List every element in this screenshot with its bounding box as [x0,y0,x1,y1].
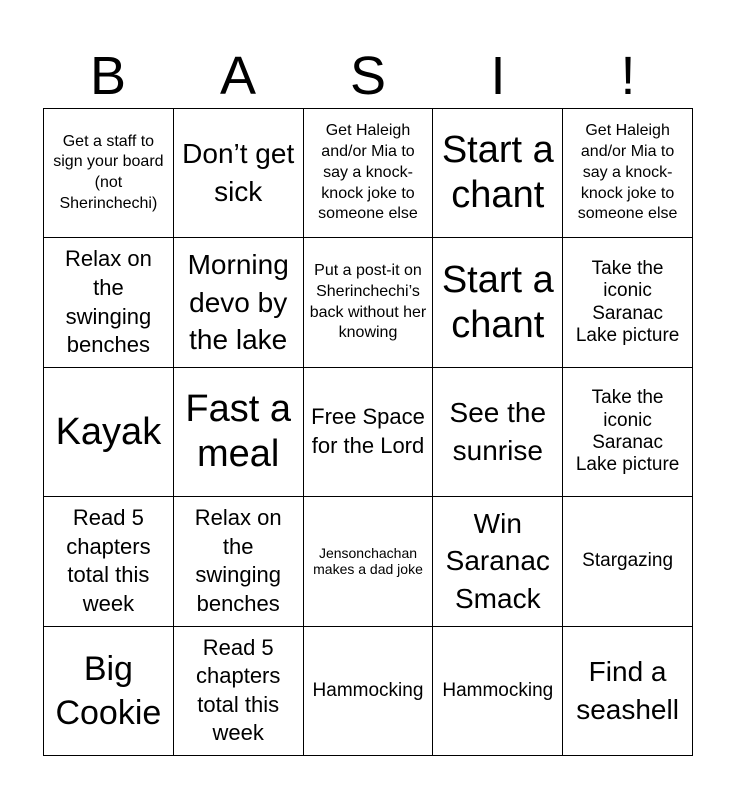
bingo-cell[interactable]: Big Cookie [44,627,174,756]
bingo-cell[interactable]: Hammocking [433,627,563,756]
bingo-cell[interactable]: Start a chant [433,238,563,367]
bingo-cell[interactable]: Find a seashell [563,627,693,756]
bingo-cell[interactable]: Start a chant [433,109,563,238]
bingo-cell[interactable]: Get Haleigh and/or Mia to say a knock-knock joke to someone else [563,109,693,238]
header-letter-b: B [89,46,127,106]
bingo-cell free-space[interactable]: Free Space for the Lord [304,368,434,497]
header-letter-exclamation: ! [620,46,636,106]
bingo-cell[interactable]: Take the iconic Saranac Lake picture [563,368,693,497]
bingo-cell[interactable]: Put a post-it on Sherinchechi’s back without her knowing [304,238,434,367]
bingo-cell[interactable]: Take the iconic Saranac Lake picture [563,238,693,367]
bingo-cell[interactable]: Kayak [44,368,174,497]
bingo-cell[interactable]: Fast a meal [174,368,304,497]
bingo-cell[interactable]: Jensonchachan makes a dad joke [304,497,434,626]
bingo-board [43,108,693,756]
header-letter-i: I [490,46,506,106]
header-letter-s: S [349,46,387,106]
bingo-cell[interactable]: Don’t get sick [174,109,304,238]
bingo-cell[interactable]: Win Saranac Smack [433,497,563,626]
bingo-cell[interactable]: Get Haleigh and/or Mia to say a knock-knock joke to someone else [304,109,434,238]
bingo-cell[interactable]: Relax on the swinging benches [174,497,304,626]
bingo-cell[interactable]: Relax on the swinging benches [44,238,174,367]
bingo-cell[interactable]: Read 5 chapters total this week [174,627,304,756]
bingo-cell[interactable]: Get a staff to sign your board (not Sherinchechi) [44,109,174,238]
bingo-cell[interactable]: Stargazing [563,497,693,626]
bingo-cell[interactable]: Morning devo by the lake [174,238,304,367]
bingo-cell[interactable]: Read 5 chapters total this week [44,497,174,626]
bingo-cell[interactable]: Hammocking [304,627,434,756]
header-letter-a: A [219,46,257,106]
bingo-cell[interactable]: See the sunrise [433,368,563,497]
bingo-header [43,44,693,108]
